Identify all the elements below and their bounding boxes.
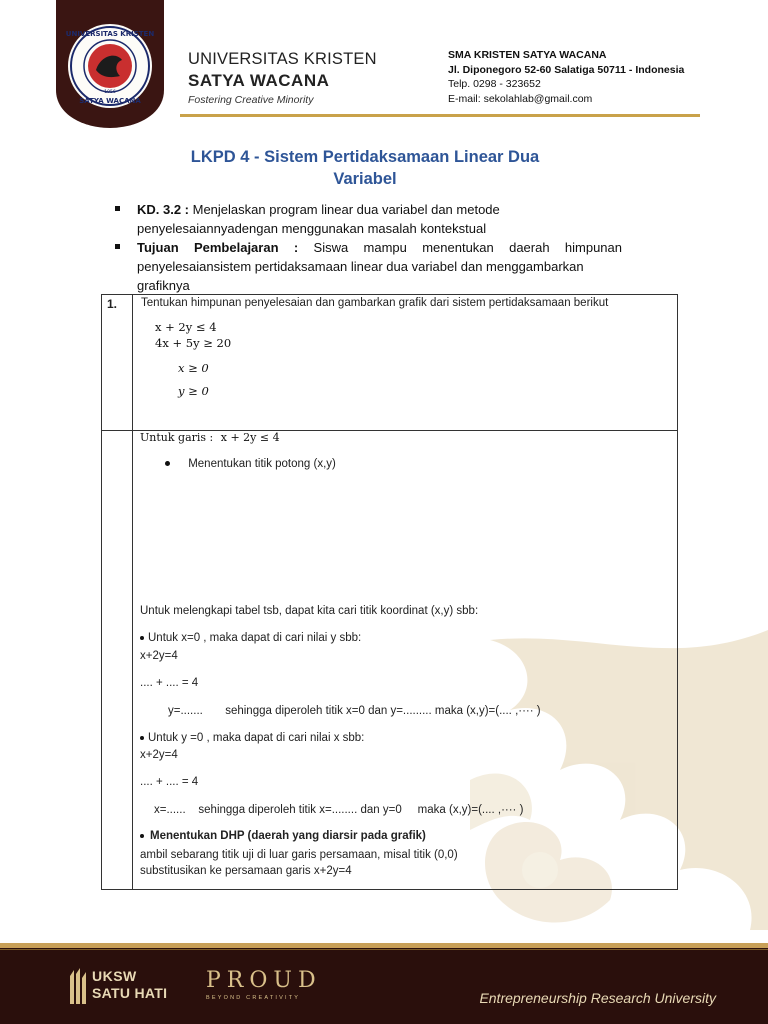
title-line1: LKPD 4 - Sistem Pertidaksamaan Linear Dua bbox=[190, 148, 540, 166]
case2-equation: x+2y=4 bbox=[140, 749, 178, 761]
inequality-3: x ≥ 0 bbox=[178, 361, 209, 375]
footer-satu-hati: SATU HATI bbox=[92, 985, 168, 1001]
objective-bullet bbox=[112, 238, 622, 295]
case2-fill: .... + .... = 4 bbox=[140, 776, 199, 788]
inequality-2: 4x + 5y ≥ 20 bbox=[155, 336, 232, 350]
school-phone: Telp. 0298 - 323652 bbox=[448, 78, 541, 90]
svg-text:UNIVERSITAS KRISTEN: UNIVERSITAS KRISTEN bbox=[65, 30, 155, 38]
case1-heading-text: Untuk x=0 , maka dapat di cari nilai y sbb: bbox=[148, 632, 362, 644]
footer-proud-logo: PROUD bbox=[206, 968, 322, 993]
garis-equation: x + 2y ≤ 4 bbox=[220, 431, 280, 444]
page-title bbox=[150, 146, 580, 190]
case2-heading-text: Untuk y =0 , maka dapat di cari nilai x sbb: bbox=[148, 732, 365, 744]
university-name-line1: UNIVERSITAS KRISTEN bbox=[188, 50, 377, 68]
dhp-heading-text: Menentukan DHP (daerah yang diarsir pada grafik) bbox=[150, 830, 426, 842]
paragraph-koordinat: Untuk melengkapi tabel tsb, dapat kita cari titik koordinat (x,y) sbb: bbox=[140, 605, 479, 617]
case1-heading bbox=[140, 632, 361, 644]
footer-tagline: Entrepreneurship Research University bbox=[479, 990, 716, 1006]
header-divider bbox=[180, 114, 700, 117]
kd-text-line2: penyelesaiannyadengan menggunakan masalah kontekstual bbox=[137, 221, 487, 236]
inequality-1: x + 2y ≤ 4 bbox=[155, 320, 217, 334]
bullet-dot-icon bbox=[165, 461, 170, 466]
uksw-emblem-icon bbox=[66, 968, 88, 1004]
square-bullet-icon bbox=[115, 244, 120, 249]
objective-text-line2: penyelesaiansistem pertidaksamaan linear dua variabel dan menggambarkan bbox=[137, 259, 584, 274]
case1-equation: x+2y=4 bbox=[140, 650, 178, 662]
objective-text-line3: grafiknya bbox=[137, 278, 190, 293]
school-email: E-mail: sekolahlab@gmail.com bbox=[448, 92, 593, 105]
kd-bullet bbox=[112, 200, 622, 238]
table-column-divider bbox=[132, 294, 133, 890]
garis-heading bbox=[140, 431, 280, 444]
question-instruction: Tentukan himpunan penyelesaian dan gambarkan grafik dari sistem pertidaksamaan berikut bbox=[141, 297, 609, 309]
footer-uksw: UKSW bbox=[92, 968, 137, 984]
step-titik-potong bbox=[165, 458, 336, 470]
square-bullet-icon bbox=[115, 206, 120, 211]
university-tagline: Fostering Creative Minority bbox=[188, 94, 314, 106]
dhp-heading bbox=[140, 830, 426, 842]
bullet-dot-icon bbox=[140, 834, 144, 838]
case1-result: y=....... sehingga diperoleh titik x=0 dan y=......... maka (x,y)=(.... ,···· ) bbox=[168, 705, 541, 717]
objective-text-line1: Siswa mampu menentukan daerah himpunan bbox=[298, 240, 622, 255]
garis-label: Untuk garis : bbox=[140, 431, 214, 444]
svg-text:1956: 1956 bbox=[104, 90, 116, 95]
inequality-4: y ≥ 0 bbox=[178, 384, 209, 398]
objectives-list bbox=[112, 200, 622, 295]
case2-result: x=...... sehingga diperoleh titik x=........ dan y=0 maka (x,y)=(.... ,···· ) bbox=[154, 804, 524, 816]
case2-heading bbox=[140, 732, 364, 744]
school-info bbox=[448, 48, 684, 106]
bullet-dot-icon bbox=[140, 736, 144, 740]
footer-proud-subtitle: BEYOND CREATIVITY bbox=[206, 995, 301, 1001]
kd-label: KD. 3.2 : bbox=[137, 202, 190, 217]
title-line2: Variabel bbox=[333, 170, 397, 188]
step-titik-potong-label: Menentukan titik potong (x,y) bbox=[188, 458, 336, 470]
school-name: SMA KRISTEN SATYA WACANA bbox=[448, 49, 607, 61]
dhp-line1: ambil sebarang titik uji di luar garis persamaan, misal titik (0,0) bbox=[140, 849, 458, 861]
case1-fill: .... + .... = 4 bbox=[140, 677, 199, 689]
school-address: Jl. Diponegoro 52-60 Salatiga 50711 - Indonesia bbox=[448, 63, 685, 76]
kd-text-line1: Menjelaskan program linear dua variabel dan metode bbox=[189, 202, 500, 217]
objective-label: Tujuan Pembelajaran : bbox=[137, 240, 299, 255]
svg-text:SATYA WACANA: SATYA WACANA bbox=[79, 97, 141, 105]
university-logo bbox=[56, 0, 164, 128]
question-number: 1. bbox=[107, 297, 118, 311]
bullet-dot-icon bbox=[140, 636, 144, 640]
university-name-line2: SATYA WACANA bbox=[188, 71, 330, 90]
dhp-line2: substitusikan ke persamaan garis x+2y=4 bbox=[140, 865, 352, 877]
